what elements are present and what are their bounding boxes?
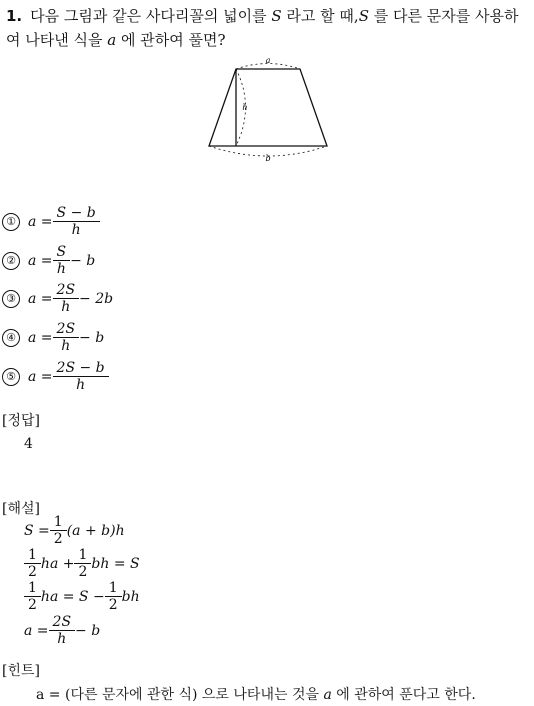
- trapezoid-shape: [209, 69, 327, 146]
- bottom-label: b: [265, 154, 271, 163]
- choice-4[interactable]: ④ a = $\frac{2S}{h}$ − b: [2, 321, 104, 354]
- choice-2[interactable]: ② a = $\frac{S}{h}$ − b: [2, 244, 95, 277]
- solution-line-4: a = $\frac{2S}{h}$ − b: [24, 614, 101, 647]
- hint-text: a = (다른 문자에 관한 식) 으로 나타내는 것을 a 에 관하여 푼다고 한다.: [36, 687, 476, 703]
- choice-5[interactable]: ⑤ a = $\frac{2S - b}{h}$: [2, 360, 109, 393]
- answer-header: [정답]: [2, 413, 40, 429]
- answer-value: 4: [24, 436, 33, 452]
- choice-1[interactable]: ① a = $\frac{S - b}{h}$: [2, 205, 100, 238]
- solution-header: [해설]: [2, 501, 40, 517]
- question-number: 1.: [6, 7, 23, 25]
- solution-line-2: $\frac{1}{2}$ ha + $\frac{1}{2}$ bh = S: [24, 547, 140, 580]
- solution-line-1: S = $\frac{1}{2}$ (a + b)h: [24, 514, 125, 547]
- top-label: a: [265, 56, 271, 65]
- choice-3[interactable]: ③ a = $\frac{2S}{h}$ − 2b: [2, 282, 113, 315]
- height-label: h: [242, 103, 248, 112]
- question-text: 1. 다음 그림과 같은 사다리꼴의 넓이를 S 라고 할 때,S 를 다른 문자를 사용하여 나타낸 식을 a 에 관하여 풀면?: [6, 7, 519, 49]
- trapezoid-figure: [205, 52, 331, 164]
- hint-header: [힌트]: [2, 663, 40, 679]
- solution-line-3: $\frac{1}{2}$ ha = S − $\frac{1}{2}$ bh: [24, 580, 140, 613]
